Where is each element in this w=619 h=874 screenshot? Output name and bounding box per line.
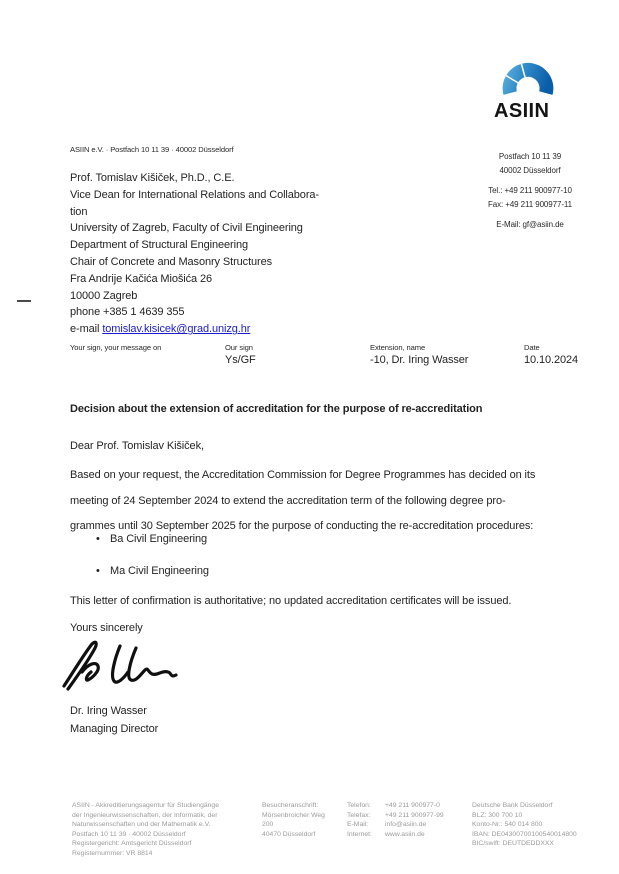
footer-contact-labels: [347, 801, 385, 839]
footer-label: Telefon:: [347, 802, 371, 809]
footer-line: Deutsche Bank Düsseldorf: [472, 802, 553, 809]
ref-extension-name: [370, 343, 468, 366]
subject-line: Decision about the extension of accreditation for the purpose of re-accreditation: [70, 403, 483, 415]
asiin-arch-icon: [499, 56, 557, 101]
footer-contact-values: [385, 801, 444, 839]
recipient-line: Fra Andrije Kačića Miošića 26: [70, 272, 212, 285]
footer-label: Internet:: [347, 830, 372, 838]
footer-value: +49 211 900977-99: [385, 811, 444, 819]
footer-line: 40470 Düsseldorf: [262, 830, 316, 838]
footer-line: IBAN: DE04300700100540014800: [472, 830, 577, 838]
body-line: grammes until 30 September 2025 for the purpose of conducting the re-accreditation procedures:: [70, 520, 534, 532]
recipient-line: Prof. Tomislav Kišiček, Ph.D., C.E.: [70, 172, 235, 184]
recipient-email-line: [70, 321, 319, 338]
footer-line: Registernummer: VR 8814: [72, 849, 153, 857]
footer-line: Naturwissenschaften und der Mathematik e.V.: [72, 821, 211, 829]
signer-name: Dr. Iring Wasser: [70, 705, 147, 717]
ref-date: [524, 343, 578, 366]
email-prefix: e-mail: [70, 323, 103, 336]
footer-line: Besucheranschrift:: [262, 802, 319, 809]
footer-label: Telefax:: [347, 811, 371, 819]
recipient-email-link[interactable]: tomislav.kisicek@grad.unizg.hr: [102, 323, 251, 336]
header-contact-block: [452, 150, 608, 239]
ref-value: 10.10.2024: [524, 354, 579, 366]
signer-title: Managing Director: [70, 723, 159, 735]
footer-line: 200: [262, 821, 274, 829]
ref-your-sign: [70, 343, 161, 354]
sender-line: ASIIN e.V. · Postfach 10 11 39 · 40002 Düsseldorf: [70, 145, 234, 154]
handwritten-signature: [58, 634, 193, 696]
contact-email: [452, 218, 608, 232]
logo-wordmark: ASIIN: [494, 100, 550, 122]
confirmation-line: This letter of confirmation is authoritative; no updated accreditation certificates will be issued.: [70, 595, 512, 607]
contact-line: Postfach 10 11 39: [498, 152, 562, 161]
body-line: Based on your request, the Accreditation Commission for Degree Programmes has decided on its: [70, 469, 536, 481]
footer-label: E-Mail:: [347, 821, 369, 829]
footer-visitor-address: [262, 801, 346, 839]
footer-line: BIC/swift: DEUTDEDDXXX: [472, 840, 554, 848]
recipient-lines: [70, 170, 319, 321]
recipient-line: tion: [70, 205, 88, 218]
ref-label: Our sign: [225, 343, 253, 352]
footer-line: Konto-Nr.: 540 014 800: [472, 821, 543, 829]
recipient-line: 10000 Zagreb: [70, 289, 138, 302]
recipient-block: [70, 170, 319, 338]
footer-line: Postfach 10 11 39 · 40002 Düsseldorf: [72, 830, 186, 838]
contact-address: [452, 150, 608, 177]
ref-label: Extension, name: [370, 343, 426, 352]
footer-legal-block: [72, 801, 260, 859]
recipient-line: Vice Dean for International Relations and Collabora-: [70, 188, 319, 201]
bullet-item: • Ma Civil Engineering: [70, 563, 550, 580]
contact-phone: [452, 184, 608, 211]
footer-line: Registergericht: Amtsgericht Düsseldorf: [72, 840, 192, 848]
contact-line: Fax: +49 211 900977-11: [487, 199, 572, 209]
footer-value: www.asiin.de: [385, 830, 425, 838]
ref-label: Your sign, your message on: [70, 343, 162, 352]
footer-line: BLZ: 300 700 10: [472, 811, 523, 819]
ref-label: Date: [524, 343, 540, 352]
footer-value: info@asiin.de: [385, 821, 427, 829]
footer-contact-block: [347, 801, 444, 839]
footer-line: Mörsenbroicher Weg: [262, 811, 325, 819]
ref-our-sign: [225, 343, 256, 366]
salutation: Dear Prof. Tomislav Kišiček,: [70, 440, 204, 452]
body-line: meeting of 24 September 2024 to extend the accreditation term of the following degree pro-: [70, 494, 506, 507]
contact-line: 40002 Düsseldorf: [499, 165, 561, 175]
asiin-logo: [494, 56, 566, 121]
recipient-line: Chair of Concrete and Masonry Structures: [70, 255, 273, 268]
ref-value: Ys/GF: [225, 354, 256, 366]
bullet-item: • Ba Civil Engineering: [70, 531, 550, 548]
footer-line: ASIIN - Akkreditierungsagentur für Studiengänge: [72, 802, 219, 809]
body-paragraph: [70, 463, 595, 540]
closing-line: Yours sincerely: [70, 622, 143, 634]
recipient-line: University of Zagreb, Faculty of Civil Engineering: [70, 222, 303, 235]
fold-mark: [17, 300, 31, 302]
programme-bullet-list: [70, 531, 550, 595]
footer-value: +49 211 900977-0: [385, 802, 440, 809]
recipient-line: Department of Structural Engineering: [70, 239, 248, 252]
contact-line: E-Mail: gf@asiin.de: [496, 220, 564, 229]
recipient-line: phone +385 1 4639 355: [70, 306, 185, 319]
footer-bank-block: [472, 801, 614, 849]
contact-line: Tel.: +49 211 900977-10: [488, 186, 572, 195]
ref-value: -10, Dr. Iring Wasser: [370, 354, 469, 366]
footer-line: der Ingenieurwissenschaften, der Informatik, der: [72, 811, 218, 819]
